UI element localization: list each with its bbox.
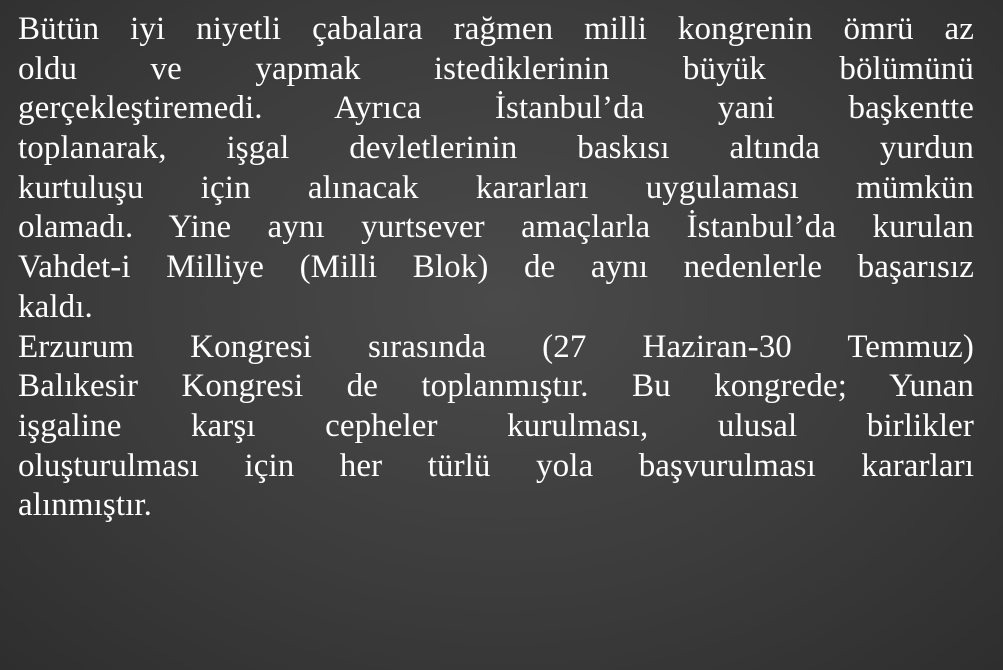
text-line: Erzurum Kongresi sırasında (27 Haziran-30 Temmuz)	[18, 328, 974, 365]
text-line: Balıkesir Kongresi de toplanmıştır. Bu kongrede; Yunan	[18, 368, 974, 405]
text-line: Vahdet-i Milliye (Milli Blok) de aynı nedenlerle başarısız	[18, 249, 974, 286]
text-line: oldu ve yapmak istediklerinin büyük bölümünü	[18, 50, 974, 87]
text-line: olamadı. Yine aynı yurtsever amaçlarla İstanbul’da kurulan	[18, 209, 974, 246]
text-line: kaldı.	[18, 288, 93, 325]
paragraph-balikesir-congress	[18, 328, 974, 526]
text-line: kurtuluşu için alınacak kararları uygulaması mümkün	[18, 169, 974, 206]
text-line: toplanarak, işgal devletlerinin baskısı altında yurdun	[18, 130, 974, 167]
text-line: Bütün iyi niyetli çabalara rağmen milli kongrenin ömrü az	[18, 11, 974, 47]
text-line: gerçekleştiremedi. Ayrıca İstanbul’da yani başkentte	[18, 90, 974, 127]
text-line: alınmıştır.	[18, 487, 153, 524]
text-line: oluşturulması için her türlü yola başvurulması kararları	[18, 447, 974, 484]
text-line: işgaline karşı cepheler kurulması, ulusal birlikler	[18, 407, 974, 444]
paragraph-national-congress	[18, 10, 974, 328]
